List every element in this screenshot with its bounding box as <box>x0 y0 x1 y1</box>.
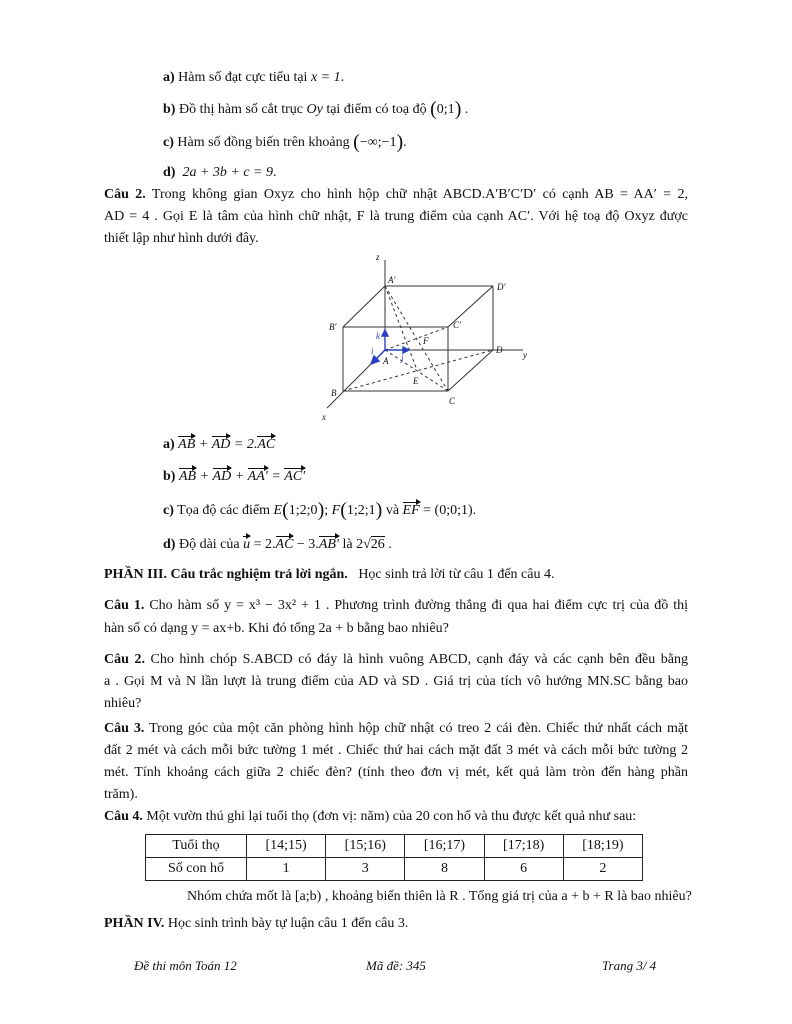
table-cell: [18;19) <box>563 835 642 858</box>
q1-option-b: b) Đồ thị hàm số cắt trục Oy tại điểm có toạ độ (0;1) . <box>163 98 469 120</box>
table-cell: [17;18) <box>484 835 563 858</box>
table-row <box>146 835 643 858</box>
q2-option-a: a) AB + AD = 2.AC <box>163 437 276 452</box>
q2-line-3: thiết lập như hình dưới đây. <box>104 231 259 246</box>
q1-option-a: a) Hàm số đạt cực tiểu tại x = 1. <box>163 70 345 85</box>
part3-instruction: Học sinh trả lời từ câu 1 đến câu 4. <box>358 567 555 582</box>
label-E: E <box>413 376 419 386</box>
part4-title: PHẦN IV. <box>104 916 165 931</box>
table-cell: [14;15) <box>247 835 326 858</box>
label-B: B <box>331 388 337 398</box>
p3q2-line-3: nhiêu? <box>104 696 142 711</box>
p3q3-line-1: Câu 3. Trong góc của một căn phòng hình hộp chữ nhật có treo 2 cái đèn. Chiếc thứ nhất cách mặt <box>104 721 689 736</box>
q2-label: Câu 2. <box>104 187 146 202</box>
label-C: C <box>449 396 456 406</box>
p3q1-line-1: Câu 1. Cho hàm số y = x³ − 3x² + 1 . Phương trình đường thẳng đi qua hai điểm cực trị của đồ thị <box>104 598 688 613</box>
coord-F: 1;2;1 <box>346 503 376 518</box>
table-cell: Tuổi thọ <box>146 835 247 858</box>
q2-option-b: b) AB + AD + AA′ = AC′ <box>163 469 306 484</box>
p3q2-line-1: Câu 2. Cho hình chóp S.ABCD có đáy là hình vuông ABCD, cạnh đáy và các cạnh bên đều bằng <box>104 652 688 667</box>
table-cell: [16;17) <box>405 835 484 858</box>
q1-d-math: 2a + 3b + c = 9 <box>182 165 274 180</box>
p3q4-after: Nhóm chứa mốt là [a;b) , khoảng biến thiên là R . Tổng giá trị của a + b + R là bao nhiêu? <box>187 889 692 904</box>
label-D: D <box>496 345 503 355</box>
p3q2-line-2: a . Gọi M và N lần lượt là trung điểm của AD và SD . Giá trị của tích vô hướng MN.SC bằng bao <box>104 674 688 689</box>
label-C1: C′ <box>453 320 461 330</box>
q2-line-2: AD = 4 . Gọi E là tâm của hình chữ nhật, F là trung điểm của cạnh AC′. Với hệ toạ độ Oxyz được <box>104 209 688 224</box>
table-cell: [15;16) <box>326 835 405 858</box>
sqrt-value: 26 <box>370 537 385 552</box>
coord-E: 1;2;0 <box>288 503 318 518</box>
p3q4-line-1: Câu 4. Một vườn thú ghi lại tuổi thọ (đơn vị: năm) của 20 con hổ và thu được kết quả như sau: <box>104 809 637 824</box>
p3q3-line-4: trăm). <box>104 787 138 802</box>
q1-c-interval: −∞;−1 <box>359 135 397 150</box>
part3-title: PHẦN III. Câu trắc nghiệm trả lời ngắn. <box>104 567 348 582</box>
q1-option-c: c) Hàm số đồng biến trên khoảng (−∞;−1). <box>163 131 407 153</box>
table-cell: 2 <box>563 858 642 881</box>
label-A: A <box>383 356 389 366</box>
label-A1: A′ <box>388 275 396 285</box>
label-i: i <box>371 346 374 356</box>
label-y: y <box>523 350 527 360</box>
lifespan-table <box>145 834 643 881</box>
part3-heading <box>104 566 554 584</box>
table-cell: 8 <box>405 858 484 881</box>
q1-b-point: 0;1 <box>436 102 455 117</box>
q1-a-math: x = 1 <box>310 70 341 85</box>
q2-option-d: d) Độ dài của u = 2.AC − 3.AB′ là 2√26 . <box>163 537 392 552</box>
q2-line-1: Câu 2. Trong không gian Oxyz cho hình hộp chữ nhật ABCD.A′B′C′D′ có cạnh AB = AA′ = 2, <box>104 187 688 202</box>
footer-center: Mã đề: 345 <box>366 958 426 973</box>
table-row <box>146 858 643 881</box>
footer-left: Đề thi môn Toán 12 <box>134 958 237 973</box>
label-x: x <box>322 412 326 422</box>
table-cell: Số con hổ <box>146 858 247 881</box>
label-B1: B′ <box>329 322 337 332</box>
box-figure <box>313 250 539 425</box>
part4-heading <box>104 915 408 933</box>
part4-instruction: Học sinh trình bày tự luận câu 1 đến câu 3. <box>167 916 409 931</box>
label-j: j <box>401 353 404 363</box>
table-cell: 1 <box>247 858 326 881</box>
label-D1: D′ <box>497 282 506 292</box>
label-k: k <box>376 331 380 341</box>
p3q3-line-2: đất 2 mét và cách mỗi bức tường 1 mét . Chiếc thứ hai cách mặt đất 3 mét và cách mỗi bức tường 2 <box>104 743 688 758</box>
q2-option-c: c) Tọa độ các điểm E(1;2;0); F(1;2;1) và EF = (0;0;1). <box>163 499 477 521</box>
p3q3-line-3: mét. Tính khoảng cách giữa 2 chiếc đèn? (tính theo đơn vị mét, kết quả làm tròn đến hàng phần <box>104 765 688 780</box>
q1-option-d: d) 2a + 3b + c = 9. <box>163 165 277 180</box>
label-z: z <box>376 252 380 262</box>
table-cell: 6 <box>484 858 563 881</box>
label-F: F <box>423 336 429 346</box>
footer-right: Trang 3/ 4 <box>602 958 657 973</box>
p3q1-line-2: hàn số có dạng y = ax+b. Khi đó tổng 2a + b bằng bao nhiêu? <box>104 621 449 636</box>
table-cell: 3 <box>326 858 405 881</box>
